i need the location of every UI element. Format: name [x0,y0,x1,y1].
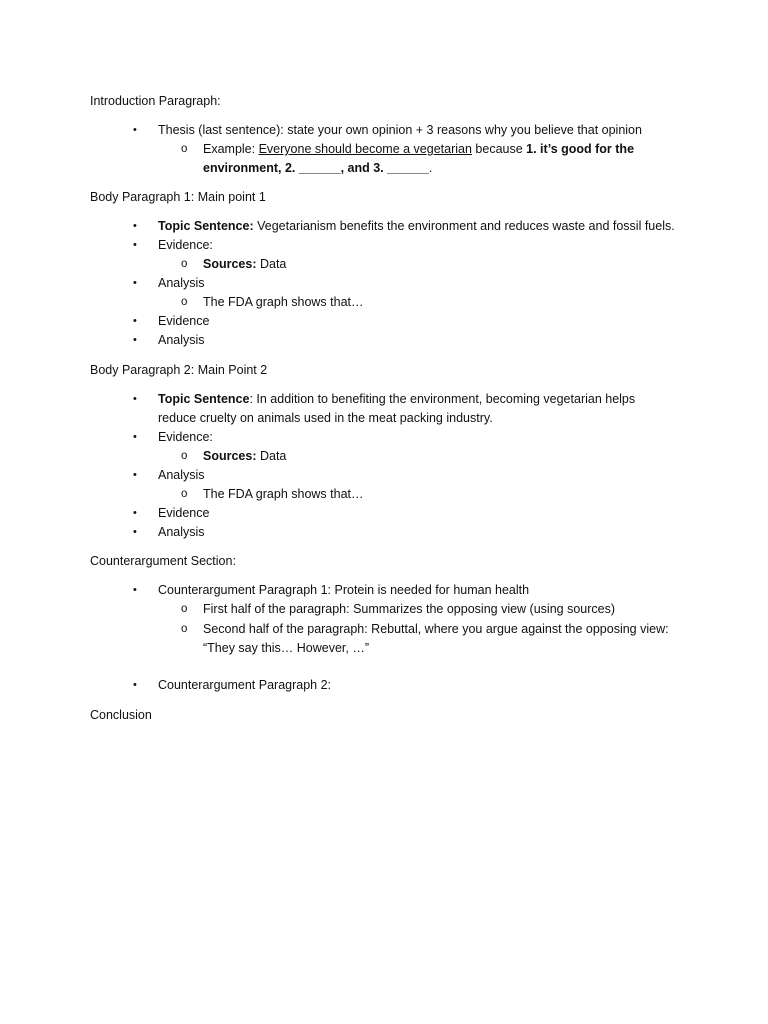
bullet-marker: • [133,315,137,327]
counter-paragraph-2: Counterargument Paragraph 2: [158,678,332,692]
counter-second-half: Second half of the paragraph: Rebuttal, where you argue against the opposing view: [203,622,669,636]
sub-bullet-marker: o [181,450,188,462]
bullet-marker: • [133,277,137,289]
body1-heading: Body Paragraph 1: Main point 1 [90,190,266,204]
conclusion-heading: Conclusion [90,708,152,722]
sources-label: Sources: [203,257,257,271]
counter-paragraph-1: Counterargument Paragraph 1: Protein is needed for human health [158,583,530,597]
counter-heading: Counterargument Section: [90,554,236,568]
body2-heading: Body Paragraph 2: Main Point 2 [90,363,268,377]
body1-evidence: Evidence: [158,238,213,252]
example-middle: because [471,142,527,156]
sub-bullet-marker: o [181,603,188,615]
body2-evidence-2: Evidence [158,506,210,520]
example-lead: Example: [203,142,259,156]
example-item-continued [203,159,432,178]
bullet-marker: • [133,526,137,538]
bullet-marker: • [133,584,137,596]
example-reasons-line1: 1. it’s good for the [526,142,635,156]
sources-label: Sources: [203,449,257,463]
bullet-marker: • [133,124,137,136]
topic-label: Topic Sentence [158,392,250,406]
sub-bullet-marker: o [181,488,188,500]
body1-topic-sentence [158,217,675,236]
body1-graph: The FDA graph shows that… [203,295,364,309]
example-end: . [428,161,433,175]
body1-evidence-2: Evidence [158,314,210,328]
counter-first-half: First half of the paragraph: Summarizes the opposing view (using sources) [203,602,615,616]
body1-analysis-2: Analysis [158,333,205,347]
topic-label: Topic Sentence: [158,219,254,233]
counter-second-half-continued: “They say this… However, …” [203,641,370,655]
body1-sources [203,255,286,274]
body1-analysis: Analysis [158,276,205,290]
sub-bullet-marker: o [181,258,188,270]
bullet-marker: • [133,431,137,443]
example-reasons-line2: environment, 2. ______, and 3. ______ [203,161,429,175]
body2-analysis: Analysis [158,468,205,482]
bullet-marker: • [133,679,137,691]
body2-topic-sentence [158,390,635,409]
bullet-marker: • [133,393,137,405]
bullet-marker: • [133,239,137,251]
bullet-marker: • [133,334,137,346]
example-claim: Everyone should become a vegetarian [258,142,472,156]
intro-heading: Introduction Paragraph: [90,94,221,108]
body2-evidence: Evidence: [158,430,213,444]
body2-sources [203,447,286,466]
body2-analysis-2: Analysis [158,525,205,539]
sub-bullet-marker: o [181,623,188,635]
sources-text: Data [256,449,287,463]
sub-bullet-marker: o [181,143,188,155]
bullet-marker: • [133,469,137,481]
example-item [203,140,634,159]
body2-graph: The FDA graph shows that… [203,487,364,501]
topic-text-line1: : In addition to benefiting the environment, becoming vegetarian helps [249,392,636,406]
bullet-marker: • [133,507,137,519]
sources-text: Data [256,257,287,271]
thesis-item: Thesis (last sentence): state your own opinion + 3 reasons why you believe that opinion [158,123,642,137]
body2-topic-continued: reduce cruelty on animals used in the meat packing industry. [158,411,493,425]
bullet-marker: • [133,220,137,232]
sub-bullet-marker: o [181,296,188,308]
topic-text: Vegetarianism benefits the environment and reduces waste and fossil fuels. [253,219,675,233]
